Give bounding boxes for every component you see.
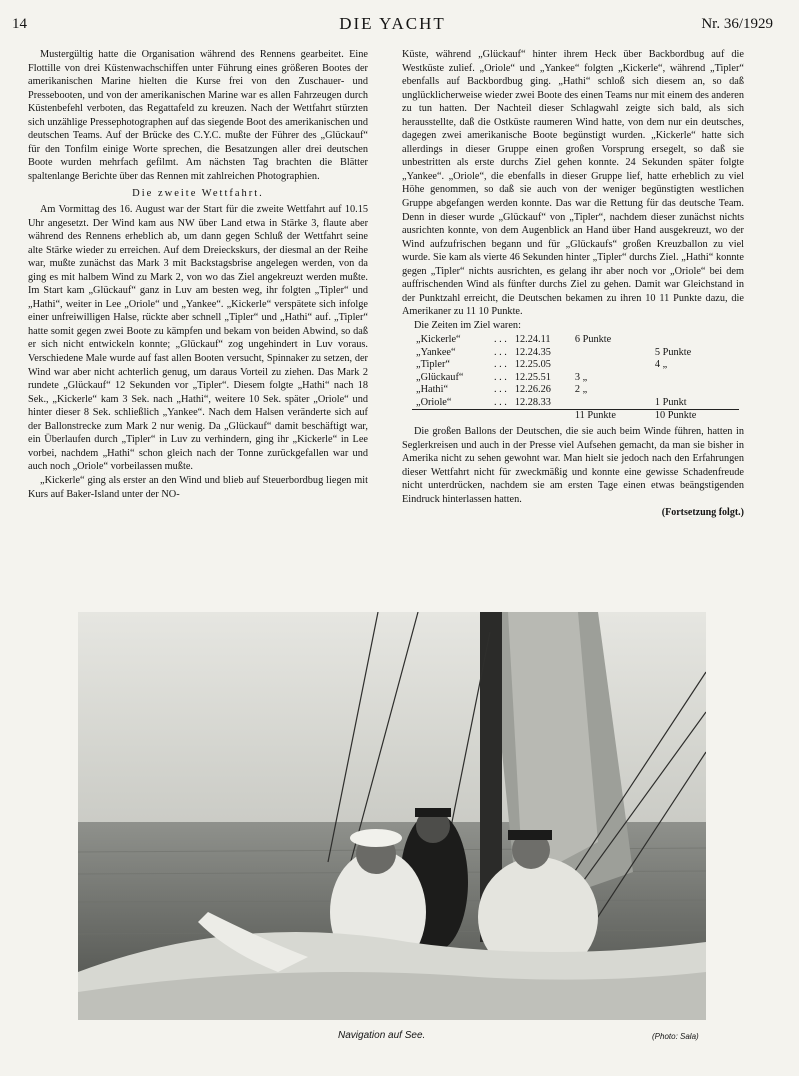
- boat-name: „Hathi“: [416, 384, 449, 396]
- finish-time: 12.25.51: [514, 371, 551, 383]
- german-points: 6 Punkte: [574, 334, 612, 346]
- german-total: 11 Punkte: [571, 410, 651, 423]
- american-points: 4 „: [654, 359, 668, 371]
- left-column: [28, 48, 368, 501]
- finish-time-row: [412, 334, 739, 347]
- page-number: 14: [12, 16, 27, 32]
- german-points: 3 „: [574, 371, 588, 383]
- photo-illustration: [78, 612, 706, 1020]
- paragraph-organisation: Mustergültig hatte die Organisation während des Rennens gearbeitet. Eine Flottille von drei Küstenwachschiffen unter Führung eines größeren Bootes der amerikanischen Marine hielten die Kurse frei von den Zuschauer- und Pressebooten, und von der amerikanischen Marine war es allen Fahrzeugen durch Küstenbefehl verboten, das Regattafeld zu kreuzen. Nach der Wettfahrt stürzten sich unzählige Pressephotographen auf das siegende Boot des amerikanischen und deutschen Teams. Auf der Brücke des C.Y.C. mußte der Führer des „Glückauf“ für den Tonfilm einige Worte sprechen, die Besatzungen aller drei deutschen Boote wurden mehrfach gefilmt. Am nächsten Tag brachten die Blätter spaltenlange Berichte über das Rennen mit zahlreichen Photographien.: [28, 49, 368, 182]
- boat-name: „Glückauf“: [416, 371, 464, 383]
- finish-time: 12.24.11: [514, 334, 551, 346]
- boat-name: „Tipler“: [416, 359, 450, 371]
- german-points: [571, 347, 651, 360]
- finish-time: 12.25.05: [514, 359, 551, 371]
- boat-name: „Kickerle“: [416, 334, 461, 346]
- finish-time-row: [412, 372, 739, 385]
- paragraph-kickerle: „Kickerle“ ging als erster an den Wind und blieb auf Steuerbordbug liegen mit Kurs auf Baker-Island unter der NO-: [28, 474, 368, 500]
- leader-dots: . . .: [494, 371, 507, 383]
- leader-dots: . . .: [494, 396, 507, 408]
- leader-dots: . . .: [494, 334, 507, 346]
- german-points: [571, 397, 651, 410]
- finish-time: 12.24.35: [514, 346, 551, 358]
- american-points: 5 Punkte: [654, 346, 692, 358]
- leader-dots: . . .: [494, 359, 507, 371]
- finish-time-row: [412, 359, 739, 372]
- right-column: [402, 48, 744, 520]
- paragraph-continuation: Küste, während „Glückauf“ hinter ihrem Heck über Backbordbug auf die Westküste zulief. „Oriole“ und „Yankee“ folgten „Kickerle“, während „Tipler“ ebenfalls auf Backbordbug ging. „Hathi“ schloß sich diesem an, so daß unglücklicherweise wieder zwei Boote des einen Teams nur mit einem des anderen zu tun hatten. Der Nachteil dieser Schlagwahl zeigte sich bald, als sich herausstellte, daß die Ostküste raumeren Wind hatte, von dem nur ein deutsches, dagegen zwei amerikanische Boote begünstigt wurden. „Kickerle“ hatte sich allerdings in dieser Gruppe einen großen Vorsprung ersegelt, so daß sie unbestritten als erste durchs Ziel gehen konnte. 24 Sekunden später folgte „Yankee“. „Oriole“, die ebenfalls in dieser Gruppe lief, hatte erheblich zu viel Höhe genommen, so daß sie auch von der weniger begünstigten westlichen Gruppe abgefangen werden konnte. Das war die Rettung für das deutsche Team. Denn in dieser wurde „Glückauf“ von „Tipler“, nachdem dieser zunächst nichts ausrichten konnte, von dem Augenblick an Hand über Hand ausgekreuzt, wo der Wind aufzufrischen begann und für „Glückaufs“ großen Kreuzballon zu viel wurde. Sie kam als vierte 46 Sekunden hinter „Tipler“ durchs Ziel. „Hathi“ konnte gegen „Tipler“ nichts ausrichten, es gelang ihr aber noch vor „Oriole“ bei dem auffrischenden Wind als fünfter durchs Ziel zu gehen. Damit war Gleichstand in der Punktzahl erreicht, die Deutschen bekamen zu ihren 10 11 Punkte dazu, die Amerikaner zu 11 10 Punkte.: [402, 49, 744, 318]
- finish-time-row: [412, 384, 739, 397]
- boat-name: „Yankee“: [416, 346, 456, 358]
- paragraph-ballons: Die großen Ballons der Deutschen, die sie auch beim Winde führen, hatten in Seglerkreisen und auch in der Presse viel Aufsehen gemacht, da man sie bisher in Amerika nicht zu sehen gewohnt war. Man hielt sie jedoch nach den Erfahrungen dieser Wettfahrt nicht für zweckmäßig und konnte eine gewisse Schadenfreude nicht unterdrücken, nachdem sie am ersten Tage einen etwas beängstigenden Eindruck hinterlassen hatten.: [402, 425, 744, 505]
- american-points: [651, 334, 739, 347]
- leader-dots: . . .: [494, 346, 507, 358]
- german-points: 2 „: [574, 384, 588, 396]
- american-total: 10 Punkte: [651, 410, 739, 423]
- finish-time-row: [412, 347, 739, 360]
- photo-credit: (Photo: Sala): [652, 1032, 699, 1041]
- paragraph-second-race: Am Vormittag des 16. August war der Start für die zweite Wettfahrt auf 10.15 Uhr angesetzt. Der Wind kam aus NW über Land etwa in Stärke 3, flaute aber während des Rennens erheblich ab, um dann gegen Schluß der Wettfahrt seine alte Stärke wieder zu erreichen. Auf dem Dreieckskurs, der diesmal an der Reihe war, mußte zunächst das Mark 3 mit Backstagsbrise angelegen werden, von da ging es mit halbem Wind zu Mark 2, von wo das Ziel angekreuzt werden mußte. Im Start kam „Glückauf“ ganz in Luv am besten weg, ihr folgten „Tipler“ und „Hathi“, weiter in Lee „Oriole“ und „Yankee“. „Kickerle“ verspätete sich infolge einer unfreiwilligen Halse, rückte aber schnell „Tipler“ und „Hathi“ auf. „Tipler“ hatte somit gegen zwei Boote zu kämpfen und bekam von beiden Abwind, so daß er sich nicht entwickeln konnte; „Glückauf“ zog ungehindert in Luv voraus. Verschiedene Male wurde auf fast allen Booten versucht, Spinnaker zu setzen, der Wind war aber nicht achterlich genug, um daraus Vorteil zu ziehen. Das Mark 2 rundete „Glückauf“ 12 Sekunden vor „Tipler“. Diesem folgte „Hathi“ nach 18 Sek., „Kickerle“ kam 3 Sek. nach „Hathi“, weitere 10 Sek. später „Oriole“ und hinter dieser 8 Sek. schließlich „Yankee“. Nach dem Halsen veränderte sich auf der Ballonstrecke zum Mark 2 nur wenig. Da „Glückauf“ damit beschäftigt war, ein Überlaufen durch „Tipler“ in Luv zu verhindern, ging ihr „Kickerle“ in Lee vorbei, nachdem „Hathi“ schon gleich nach der Tonne zurückgefallen war und auch noch „Oriole“ vorbeilassen mußte.: [28, 204, 368, 473]
- american-points: 1 Punkt: [654, 396, 687, 408]
- german-points: [571, 359, 651, 372]
- finish-time: 12.28.33: [514, 396, 551, 408]
- sailing-photograph: [78, 612, 706, 1020]
- finish-time-row: [412, 397, 739, 410]
- photo-caption: Navigation auf See.: [338, 1030, 426, 1041]
- leader-dots: . . .: [494, 384, 507, 396]
- finish-time: 12.26.26: [514, 384, 551, 396]
- american-points: [651, 384, 739, 397]
- table-intro: Die Zeiten im Ziel waren:: [414, 319, 521, 331]
- american-points: [651, 372, 739, 385]
- magazine-title: DIE YACHT: [339, 14, 446, 33]
- issue-number: Nr. 36/1929: [701, 16, 773, 32]
- finish-times-table: [412, 334, 739, 423]
- continued-note: (Fortsetzung folgt.): [661, 507, 744, 519]
- totals-row: [412, 410, 739, 423]
- section-heading: Die zweite Wettfahrt.: [132, 188, 264, 200]
- boat-name: „Oriole“: [416, 396, 452, 408]
- running-header: [12, 14, 773, 38]
